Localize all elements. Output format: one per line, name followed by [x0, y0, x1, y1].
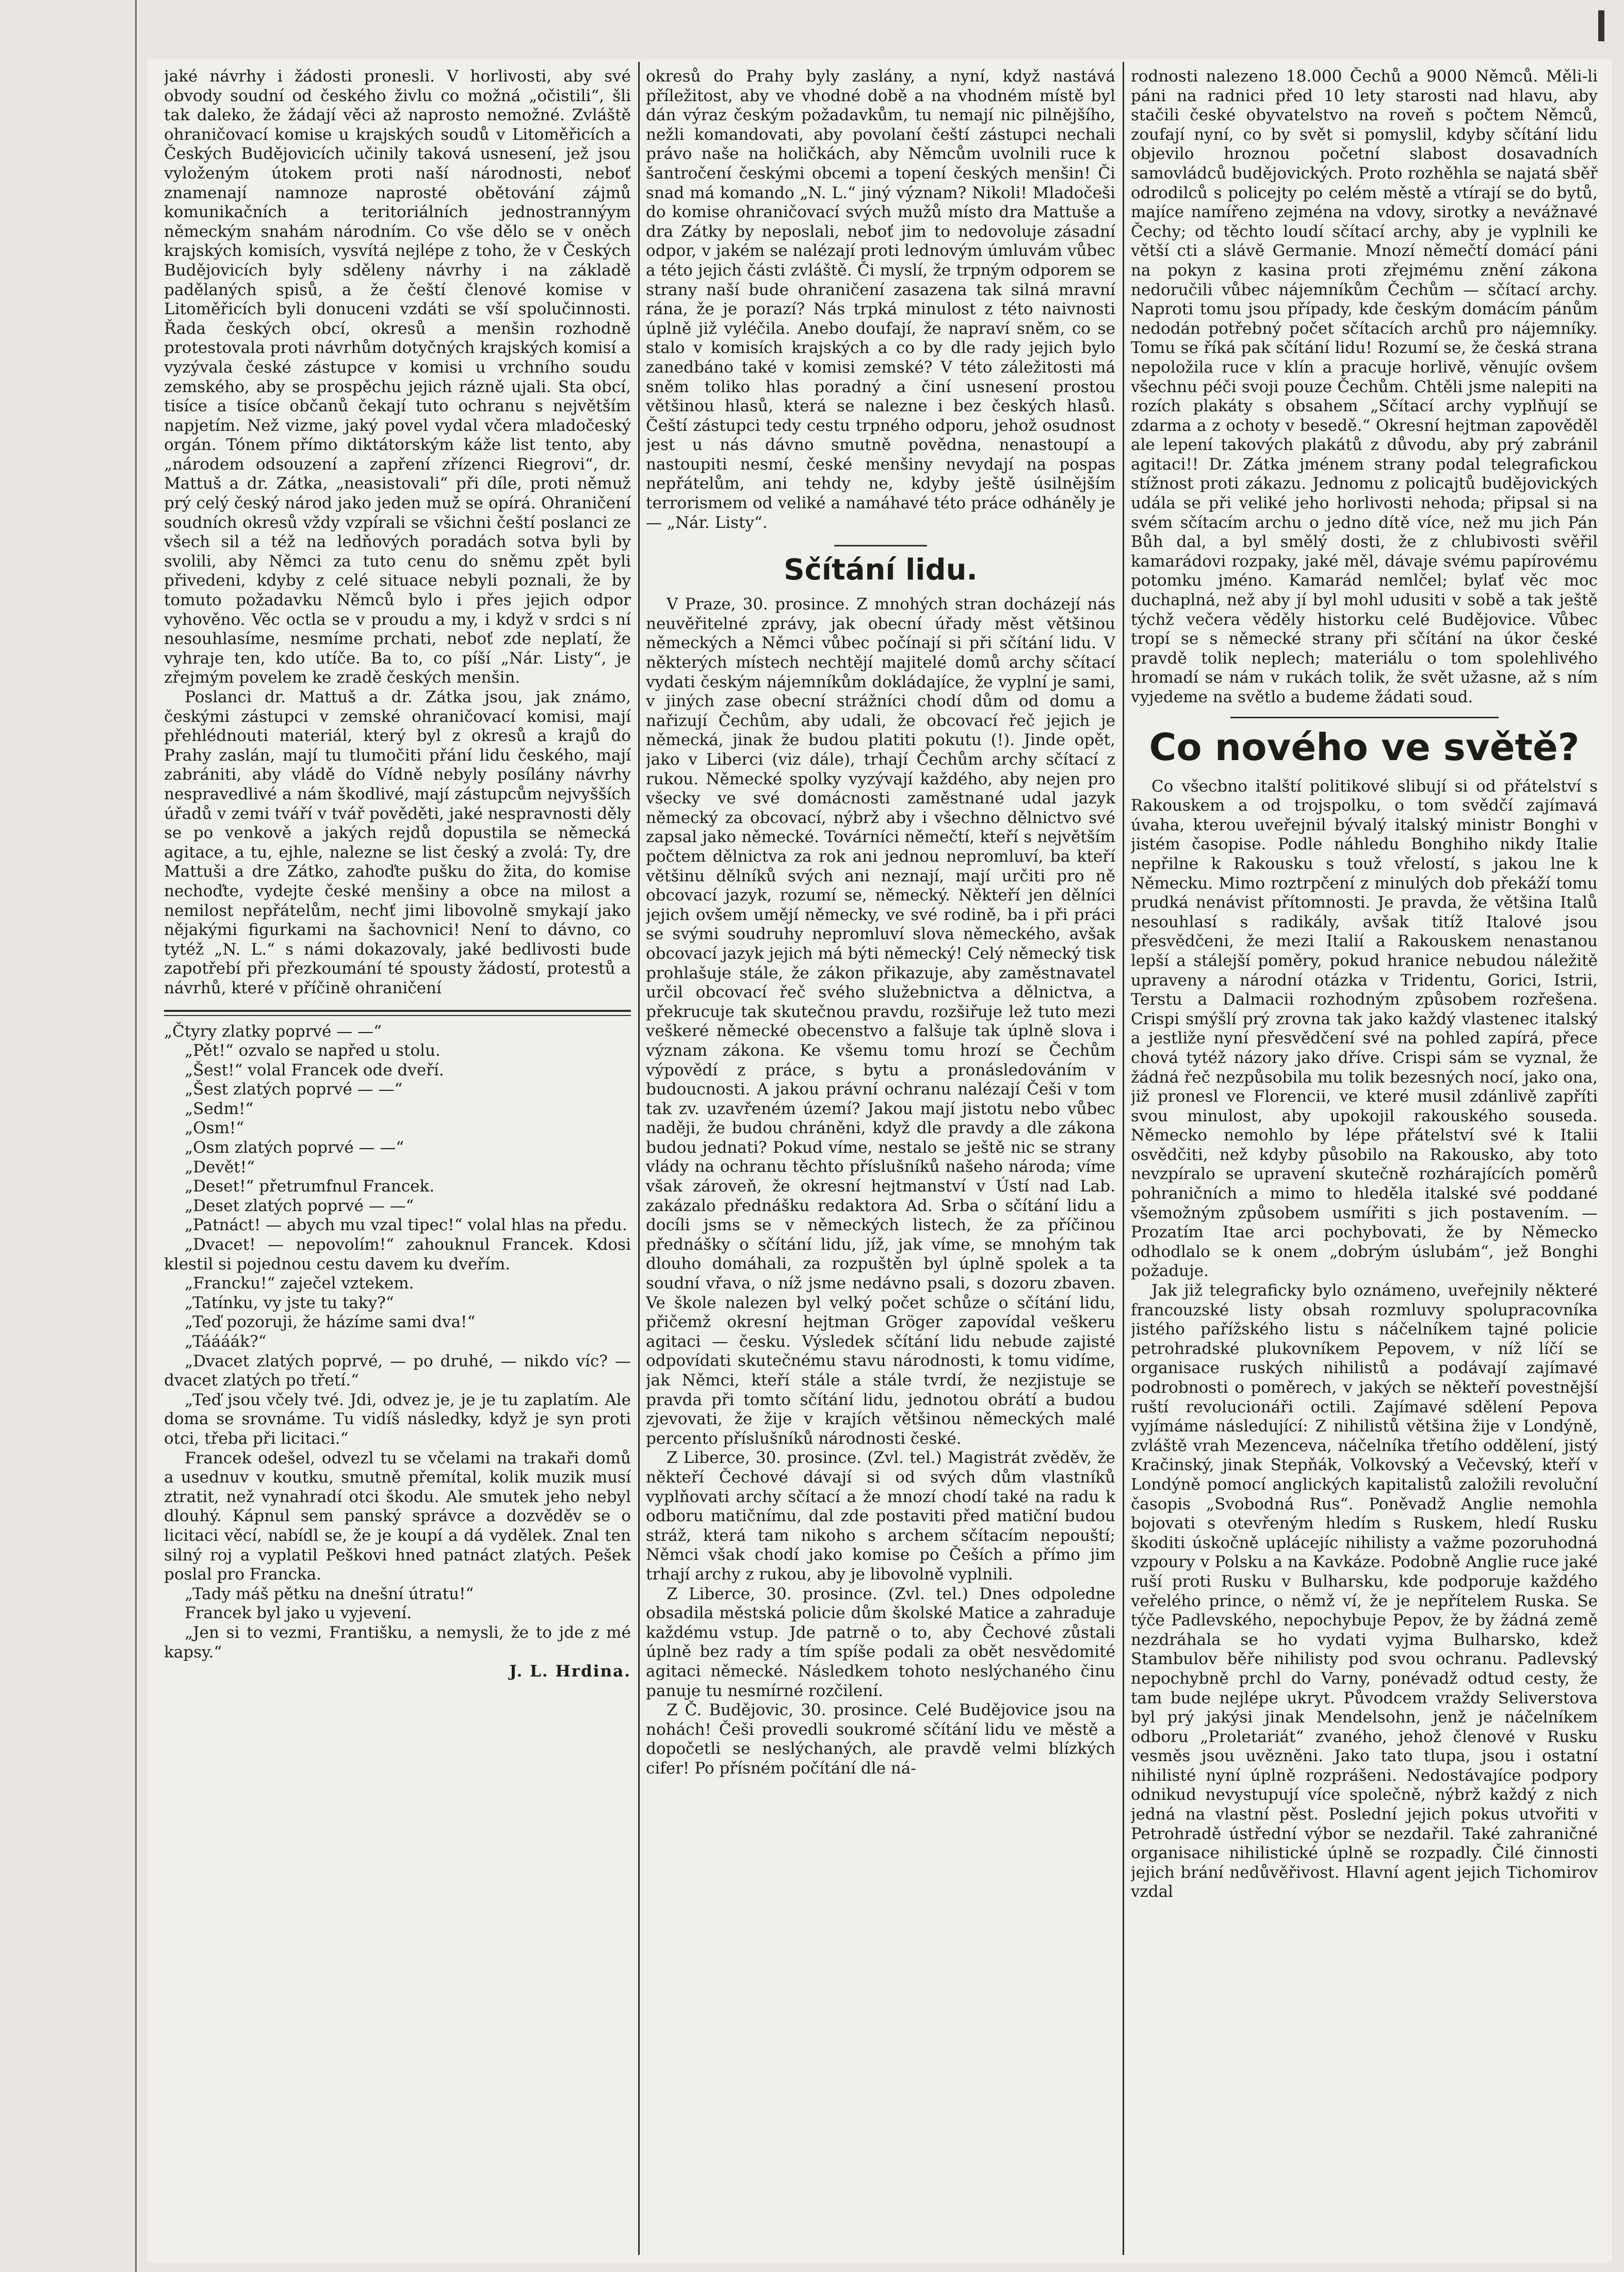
story-line: Francek byl jako u vyjevení. [185, 1604, 412, 1623]
story-line: Francek odešel, odvezl tu se včelami na trakaři domů a usednuv v koutku, smutně přemítal, kolik muzik musí ztratit, než vynahradí otci škodu. Ale smutek jeho nebyl dlouhý. Kápnul sem panský správce a dozvěděv se o licitaci věcí, nabídl se, že je koupí a dá vydělek. Znal ten silný roj a vyplatil Peškovi hned patnáct zlatých. Pešek poslal pro Francka. [164, 1448, 631, 1584]
left-page-edge [135, 0, 137, 2272]
story-line: „Táááák?“ [185, 1332, 267, 1351]
column-3-article-2: Jak již telegraficky bylo oznámeno, uveřejnily některé francouzské listy obsah rozmluvy spolupracovníka jistého pařížského listu s náčelníkem tajné policie petrohradské plukovníkem Pepovem, v níž líčí se organisace ruských nihilistů a podávají zajímavé podrobnosti o poměrech, v jakých se někteří povestnější ruští revolucionáři octili. Zajímavé sdělení Pepova vyjímáme následující: Z nihilistů většina žije v Londýně, zvláště vrah Mezenceva, náčelníka třetího oddělení, jistý Kračinský, jinak Stepňák, Volkovský a Večevský, kteří v Londýně pomocí anglických kapitalistů založili revoluční časopis „Svobodná Rus“. Poněvadž Anglie nemohla bojovati s otevřeným hledím s Ruskem, hledí Rusku škoditi úskočně uplácejíc nihilisty a važme pozoruhodná vzpoury v Polsku a na Kavkáze. Podobně Anglie ruce jaké ruší proti Rusku v Bulharsku, kde podporuje každého veřelého prince, o němž ví, že je nepřítelem Ruska. Se týče Padlevského, nepochybuje Pepov, že by žádná země nezdráhala se ho vydati vyjma Bulharsko, kdež Stambulov běře nihilisty pod svou ochranu. Padlevský nepochybně prchl do Varny, ponévadž odtud cesty, že tam bude nejlépe ukryt. Původcem vraždy Seliverstova byl prý jakýsi jinak Mendelsohn, jenž je náčelníkem odboru „Proletariát“ zvaného, jehož členové v Rusku vesměs jsou uvězněni. Jako tato tlupa, jsou i ostatní nihilisté nyní úplně rozprášeni. Nedostávajíce podpory odnikud nevystupují více společně, nýbrž každý z nich jedná na vlastní pěst. Poslední jejich pokus utvořiti v Petrohradě ústřední výbor se nezdařil. Také zahraničné organisace nihilistické úplně se rozpadly. Čilé činnosti jejich brání nedůvěřivost. Hlavní agent jejich Tichomirov vzdal [1131, 1281, 1598, 1902]
column-2-article-3: Z Liberce, 30. prosince. (Zvl. tel.) Dnes odpoledne obsadila městská policie dům školské Matice a zahraduje každému vstup. Jde patrně o to, aby Čechové zůstali úplně bez rady a tím spíše podali za obět nesvědomité agitaci německé. Následkem tohoto neslýchaného činu panuje tu nesmírné rozčilení. [646, 1584, 1115, 1700]
story-line: „Tady máš pětku na dnešní útratu!“ [185, 1584, 474, 1603]
story-line: „Deset!“ přetrumfnul Francek. [185, 1177, 435, 1196]
story-line: „Deset zlatých poprvé — —“ [185, 1196, 414, 1215]
column-2-paragraph-1: okresů do Prahy byly zaslány, a nyní, když nastává příležitost, aby ve vhodné době a na vhodném místě byl dán výraz českým požadavkům, tu nemají nic pilnějšího, nežli komandovati, aby povolaní čeští zástupci nechali právo naše na holičkách, aby Němcům uvolnili ruce k šantročení českými obcemi a topení českých menšin! Či snad má komando „N. L.“ jiný význam? Nikoli! Mladočeši do komise ohraničovací svých mužů místo dra Mattuše a dra Zátky by neposlali, neboť jim to nedovoluje zásadní odpor, v jakém se nalézají proti lednovým úmluvám vůbec a této jejich části zvláště. Či myslí, že trpným odporem se strany naší bude ohraničení zasazena tak silná mravní rána, že je porazí? Nás trpká minulost z této naivnosti úplně již vyléčila. Anebo doufají, že napraví sněm, co se stalo v komisích krajských a co by dle rady jejich bylo zanedbáno také v komisi zemské? V této záležitosti má sněm toliko hlas poradný a činí usnesení prostou většinou hlasů, která se nalezne i bez českých hlasů. Čeští zástupci tedy cestu trpného odporu, jehož osudnost jest u nás dávno smutně povědna, nenastoupí a nastoupiti nesmí, české menšiny nevydají na pospas nepřátelům, ani tehdy ne, kdyby ještě úsilnějším terrorismem od veliké a namáhavé této práce odháněly je — „Nár. Listy“. [646, 67, 1115, 532]
story-line: „Pět!“ ozvalo se napřed u stolu. [185, 1041, 441, 1060]
story-line: „Šest zlatých poprvé — —“ [185, 1080, 403, 1099]
column-2-article-2: Z Liberce, 30. prosince. (Zvl. tel.) Magistrát zvěděv, že někteří Čechové dávají si od svých dům vlastníků vyplňovati archy sčítací a že mnozí chodí také na radu k odboru matičnímu, dal zde postaviti před matiční budou stráž, která tam nikoho s archem sčítacím nepouští; Němci však chodí jako komise po Češích a přímo jim trhají archy z rukou, aby je libovolně vyplnili. [646, 1448, 1115, 1584]
section-rule [834, 545, 927, 546]
story-line: „Čtyry zlatky poprvé — —“ [164, 1022, 382, 1041]
story-line: „Sedm!“ [185, 1099, 254, 1118]
feuilleton-story [164, 1022, 631, 1682]
story-line: „Dvacet zlatých poprvé, — po druhé, — nikdo víc? — dvacet zlatých po třetí.“ [164, 1351, 631, 1390]
story-line: „Jen si to vezmi, Františku, a nemysli, že to jde z mé kapsy.“ [164, 1623, 631, 1662]
heading-scitani-lidu: Sčítání lidu. [784, 553, 978, 587]
column-2-article-1: V Praze, 30. prosince. Z mnohých stran docházejí nás neuvěřitelné zprávy, jak obecní úřady měst většinou německých a Němci vůbec počínají si při sčítání lidu. V některých místech nechtějí majitelé domů archy sčítací vydati českým nájemníkům dokládajíce, že vyplní je sami, v jiných zase obecní strážníci chodí dům od domu a nařizují Čechům, aby udali, že obcovací řeč jejich je německá, jinak že budou platiti pokutu (!). Jinde opět, jako v Liberci (viz dále), trhají Čechům archy sčítací z rukou. Německé spolky vyzývají každého, aby nejen pro všecky ve své domácnosti zaměstnané udal jazyk německý za obcovací, nýbrž aby i všechno dělnictvo své zapsal jako německé. Továrníci němečtí, kteří s největším počtem dělnictva za rok ani jednou nepromluví, ba kteří většinu dělníků svých ani neznají, mají určiti pro ně obcovací jazyk, rozumí se, německý. Někteří jen dělníci jejich ovšem umějí německy, ve své rodině, ba i při práci se svými soudruhy nepromluví slova německého, avšak obcovací jazyk jejich má býti německý! Celý německý tisk prohlašuje stále, že zákon přikazuje, aby zaměstnavatel určil obcovací řeč svého služebnictva a dělnictva, a překrucuje tak skutečnou pravdu, rozšiřuje lež tuto mezi veškeré německé obecenstvo a falšuje tak úplně slova i význam zákona. Ke všemu tomu hrozí se Čechům výpovědí z práce, s bytu a pronásledováním v budoucnosti. A jakou právní ochranu nalézají Češi v tom tak zv. uzavřeném území? Jakou mají jistotu nebo vůbec naději, že budou chráněni, když dle pravdy a dle zákona budou jednati? Pokud víme, nestalo se ještě nic se strany vlády na ochranu těchto příslušníků našeho národa; víme však zároveň, že okresní hejtmanství v Ústí nad Lab. zakázalo přednášku redaktora Ad. Srba o sčítání lidu a docíli jsms se v německých listech, že za příčinou přednášky o sčítání lidu, jíž, jak víme, se mnohým tak dlouho domáhali, za rozpuštěn byl úplně spolek a ta soudní vřava, o níž jsme nedávno psali, s dozoru zbaven. Ve škole nalezen byl velký počet schůze o sčítání lidu, přičemž okresní hejtman Gröger zapovídal veškeru agitaci — česku. Výsledek sčítání lidu nebude zajisté odpovídati skutečnému stavu národnosti, k tomu vidíme, jak Němci, kteří stále a stále tvrdí, že nezjistuje se pravda při tomto sčítání lidu, jednotou obrátí a budou zjevovati, že žije v krajích většinou německých malé percento příslušníků národnosti české. [646, 595, 1115, 1448]
column-1 [164, 67, 631, 2255]
story-line: „Teď pozoruji, že házíme sami dva!“ [185, 1313, 476, 1332]
story-line: „Francku!“ zaječel vztekem. [185, 1274, 414, 1293]
column-3 [1131, 67, 1598, 2255]
column-rule-1 [638, 62, 640, 2255]
corner-mark [1598, 10, 1604, 41]
feuilleton-separator [164, 1010, 631, 1016]
story-line: „Tatínku, vy jste tu taky?“ [185, 1293, 394, 1312]
column-2-article-4: Z Č. Budějovic, 30. prosince. Celé Budějovice jsou na nohách! Češi provedli soukromé sčítání lidu ve městě a dopočetli se neslýchaných, ale pravdě velmi blízkých cifer! Po přísném počítání dle ná- [646, 1701, 1115, 1778]
story-line: „Teď jsou včely tvé. Jdi, odvez je, je je tu zaplatím. Ale doma se srovnáme. Tu vidíš následky, když je syn proti otci, třeba při licitaci.“ [164, 1390, 631, 1448]
section-rule [1230, 717, 1499, 718]
column-3-paragraph-1: rodnosti nalezeno 18.000 Čechů a 9000 Němců. Měli-li páni na radnici před 10 lety starosti nad hlavu, aby stačili české obyvatelstvo na roveň s počtem Němců, zoufají nyní, co by svět si pomyslil, kdyby sčítání lidu objevilo hroznou početní slabost dosavadních samovládců budějovických. Proto rozhěhla se najatá sběř odrodilců s policejty po celém městě a vtírají se do bytů, majíce namířeno zejména na vdovy, sirotky a nevážnavé Čechy; od těchto loudí sčítací archy, aby je vyplnili ke větší cti a slávě Germanie. Mnozí němečtí domácí páni na pokyn z kasina proti zřejmému znění zákona nedoručili vůbec nájemníkům Čechům — sčítací archy. Naproti tomu jsou případy, kde českým domácím pánům nedodán potřebný počet sčítacích archů pro nájemníky. Tomu se říká pak sčítání lidu! Rozumí se, že česká strana nepoložila ruce v klín a pracuje horlivě, věnujíc ovšem všechnu péči svoji pouze Čechům. Chtěli jsme nalepiti na rozích plakáty s obsahem „Sčítací archy vyplňují se zdarma a z ochoty v besedě.“ Okresní hejtman zapověděl ale lepení takových plakátů z důvodu, aby prý zabránil agitaci!! Dr. Zátka jménem strany podal telegrafickou stížnost proti zákazu. Jednomu z policajtů budějovických udála se při veliké jeho horlivosti nehoda; připsal si na svém sčítacím archu o jedno dítě více, než mu jich Pán Bůh dal, a byl smělý dosti, že z chlubivosti svěřil kamarádovi rozpaky, jaké měl, dávaje svému papírovému potomku jméno. Kamarád nemlčel; bylať věc moc duchaplná, než aby jí byl mohl udusiti v sobě a tak ještě týchž večera věděly historku celé Budějovice. Vůbec tropí se s německé strany při sčítání na úkor české pravdě tolik neplech; materiálu o tom spolehlivého hromadí se nám v rukách tolik, že svět užasne, až s ním vyjedeme na světlo a budeme žádati soud. [1131, 67, 1598, 706]
column-1-paragraph-1: jaké návrhy i žádosti pronesli. V horlivosti, aby své obvody soudní od českého živlu co možná „očistili“, šli tak daleko, že žádají věci až naprosto nemožné. Zvláště ohraničovací komise u krajských soudů v Litoměřicích a Českých Budějovicích učinily taková usnesení, jež jsou vyloženým útokem proti naší národnosti, neboť znamenají namnoze naprosté obětování zájmů komunikačních a teritoriálních jednostrannýym německým snahám národním. Co vše dělo se v oněch krajských komisích, vysvítá nejlépe z toho, že v Českých Budějovicích byly sděleny návrhy i na základě padělaných spisů, a že čeští členové komise v Litoměřicích byli donuceni vzdáti se vší spolučinnosti. Řada českých obcí, okresů a menšin rozhodně protestovala proti návrhům dotyčných krajských komisí a vyzývala české zástupce v komisi u vrchního soudu zemského, aby se prospěchu jejich rázně ujali. Sta obcí, tisíce a tisíce občanů čekají tuto ochranu s největším napjetím. Než vizme, jaký povel vydal včera mladočeský orgán. Tónem přímo diktátorským káže list tento, aby „národem odsouzení a zapření zřízenci Riegrovi“, dr. Mattuš a dr. Zátka, „neasistovali“ při díle, proti němuž prý celý český národ jako jeden muž se opírá. Ohraničení soudních okresů vždy vzpírali se všichni čeští poslanci ze všech sil a též na ledňových poradách sotva byli by svolili, aby Němci za tuto cenu do sněmu zpět byli přivedeni, kdyby z celé situace nebyli poznali, že by tomuto požadavku Němců bylo i přes jejich odpor vyhověno. Věc octla se v proudu a my, i když v srdci s ní nesouhlasíme, nesmíme prchati, neboť zde neplatí, že vyhraje ten, kdo utíče. Ba to, co píší „Nár. Listy“, je zřejmým povelem ke zradě českých menšin. [164, 67, 631, 687]
story-line: „Osm zlatých poprvé — —“ [185, 1138, 404, 1157]
column-1-paragraph-2: Poslanci dr. Mattuš a dr. Zátka jsou, jak známo, českými zástupci v zemské ohraničovací komisi, mají přehlédnouti materiál, který byl z okresů a krajů do Prahy zaslán, mají tu tlumočiti přání lidu českého, mají zabrániti, aby vládě do Vídně nebyly posílány návrhy nespravedlivé a nám škodlivé, mají zástupcům nejvyšších úřadů v zemi tváří v tvář pověděti, jaké nespravnosti děly se po venkově a jakých rejdů dopustila se německá agitace, a tu, ejhle, nalezne se list český a zvolá: Ty, dre Mattuši a dre Zátko, zahoďte pušku do žita, do komise nechoďte, vydejte české menšiny a obce na milost a nemilost nepřátelům, nechť jimi libovolně smykají jako nějakými figurkami na šachovnici! Není to dávno, co tytéž „N. L.“ s námi dokazovaly, jaké bedlivosti bude zapotřebí při přezkoumání té spousty žádostí, protestů a návrhů, které v příčině ohraničení [164, 688, 631, 997]
column-3-article-1: Co všecbno italští politikové slibují si od přátelství s Rakouskem a od trojspolku, o tom svědčí zajímavá úvaha, kterou uveřejnil bývalý italský ministr Bonghi v jistém časopise. Podle náhledu Bonghiho nikdy Italie nepřilne k Rakousku s touž vřelostí, s jakou lne k Německu. Mimo roztrpčení z minulých dob překáží tomu prudká nenávist přítomnosti. Je pravda, že většina Italů nesouhlasí s radikály, avšak titíž Italové jsou přesvědčeni, že mezi Italií a Rakouskem nenastanou lepší a stálejší poměry, pokud hranice nebudou náležitě upraveny a národní otázka v Tridentu, Gorici, Istrii, Terstu a Dalmacii rozhodným způsobem rozřešena. Crispi smýšlí prý zrovna tak jako každý vlastenec italský a jestliže nyní přesvědčení své na pohled zapírá, přece chová tytéž názory jako dříve. Crispi sám se vyznal, že žádná řeč nezpůsobila mu tolik bezesných nocí, jako ona, již pronesl ve Florencii, ve které musil zdánlivě zapříti svou minulost, aby upokojil rakouského souseda. Německo nemohlo by lépe přátelství své k Italii osvědčiti, než kdyby působilo na Rakousko, aby toto nevzpíralo se upravení skutečně rozhárajících poměrů pohraničních a mimo to hleděla italské své poddané všemožným způsobem usmířiti s jich postavením. — Prozatím Itae arci pochybovati, že by Německo odhodlalo se k onem „dobrým úslubám“, jež Bonghi požaduje. [1131, 777, 1598, 1281]
story-line: „Patnáct! — abych mu vzal tipec!“ volal hlas na předu. [185, 1216, 627, 1235]
story-line: „Šest!“ volal Francek ode dveří. [185, 1060, 444, 1079]
story-line: „Osm!“ [185, 1119, 245, 1138]
column-2 [646, 67, 1115, 2255]
story-author: J. L. Hrdina. [509, 1662, 631, 1681]
heading-co-noveho-ve-svete: Co nového ve světě? [1149, 725, 1580, 769]
story-line: „Devět!“ [185, 1157, 255, 1177]
story-line: „Dvacet! — nepovolím!“ zahouknul Francek. Kdosi klestil si pojednou cestu davem ku dveřím. [164, 1235, 631, 1274]
column-rule-2 [1123, 62, 1124, 2255]
